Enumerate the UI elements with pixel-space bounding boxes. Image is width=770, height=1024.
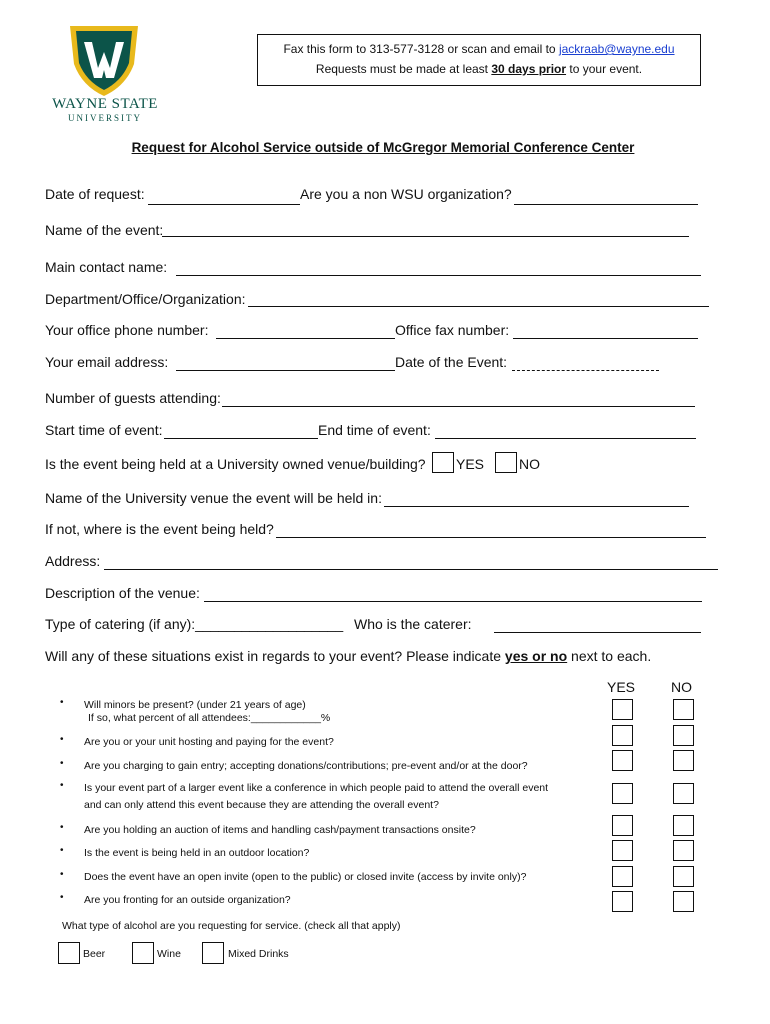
situation-5-yes-checkbox[interactable]	[612, 815, 633, 836]
situation-subtext: If so, what percent of all attendees:____________%	[88, 712, 331, 724]
wsu-logo	[40, 20, 170, 130]
event-name-label: Name of the event:	[45, 222, 164, 238]
situation-6-no-checkbox[interactable]	[673, 840, 694, 861]
end-time-field[interactable]	[435, 438, 696, 439]
address-label: Address:	[45, 553, 101, 569]
notice-box	[257, 34, 701, 86]
guests-label: Number of guests attending:	[45, 390, 221, 406]
fax-field[interactable]	[513, 338, 698, 339]
situations-intro-pre: Will any of these situations exist in regards to your event? Please indicate	[45, 648, 505, 664]
alcohol-wine-label: Wine	[157, 948, 181, 960]
notice-deadline-bold: 30 days prior	[491, 62, 567, 76]
catering-label: Type of catering (if any):___________________	[45, 616, 344, 632]
event-date-field[interactable]	[512, 370, 659, 371]
description-field[interactable]	[204, 601, 702, 602]
bullet: •	[60, 869, 64, 880]
situation-8-yes-checkbox[interactable]	[612, 891, 633, 912]
bullet: •	[60, 892, 64, 903]
notice-deadline-post: to your event.	[566, 62, 643, 76]
start-time-label: Start time of event:	[45, 422, 163, 438]
bullet: •	[60, 822, 64, 833]
non-wsu-label: Are you a non WSU organization?	[300, 186, 512, 202]
alcohol-mixed-checkbox[interactable]	[202, 942, 224, 964]
alcohol-beer-checkbox[interactable]	[58, 942, 80, 964]
dept-label: Department/Office/Organization:	[45, 291, 246, 307]
alcohol-question: What type of alcohol are you requesting for service. (check all that apply)	[62, 920, 401, 932]
venue-name-field[interactable]	[384, 506, 689, 507]
situation-3-yes-checkbox[interactable]	[612, 750, 633, 771]
caterer-field[interactable]	[494, 632, 701, 633]
situation-text: Are you or your unit hosting and paying for the event?	[84, 736, 334, 748]
start-time-field[interactable]	[164, 438, 318, 439]
situation-2-no-checkbox[interactable]	[673, 725, 694, 746]
situation-3-no-checkbox[interactable]	[673, 750, 694, 771]
situation-1-yes-checkbox[interactable]	[612, 699, 633, 720]
situations-intro-bold: yes or no	[504, 648, 568, 664]
form-title: Request for Alcohol Service outside of McGregor Memorial Conference Center	[131, 140, 635, 155]
situation-8-no-checkbox[interactable]	[673, 891, 694, 912]
bullet: •	[60, 734, 64, 745]
phone-label: Your office phone number:	[45, 322, 209, 338]
alcohol-mixed-label: Mixed Drinks	[228, 948, 289, 960]
situation-text: Are you charging to gain entry; accepting donations/contributions; pre-event and/or at the door?	[84, 760, 528, 772]
alcohol-wine-checkbox[interactable]	[132, 942, 154, 964]
situation-text: Will minors be present? (under 21 years of age)	[84, 699, 306, 711]
brand-sub: UNIVERSITY	[68, 113, 142, 123]
univ-owned-yes-checkbox[interactable]	[432, 452, 454, 473]
notice-line-1	[258, 39, 700, 59]
caterer-label: Who is the caterer:	[354, 616, 472, 632]
situation-1-no-checkbox[interactable]	[673, 699, 694, 720]
dept-field[interactable]	[248, 306, 709, 307]
univ-owned-no-label: NO	[519, 456, 540, 472]
main-contact-label: Main contact name:	[45, 259, 168, 275]
main-contact-field[interactable]	[176, 275, 701, 276]
notice-fax-text: Fax this form to 313-577-3128 or scan and email to	[283, 42, 559, 56]
email-field[interactable]	[176, 370, 395, 371]
no-column-header: NO	[671, 679, 692, 695]
bullet: •	[60, 697, 64, 708]
description-label: Description of the venue:	[45, 585, 200, 601]
univ-owned-yes-label: YES	[456, 456, 485, 472]
date-request-label: Date of request:	[45, 186, 145, 202]
situation-7-yes-checkbox[interactable]	[612, 866, 633, 887]
wsu-shield-icon	[40, 20, 170, 100]
situation-text: Are you holding an auction of items and handling cash/payment transactions onsite?	[84, 824, 476, 836]
end-time-label: End time of event:	[318, 422, 431, 438]
situation-7-no-checkbox[interactable]	[673, 866, 694, 887]
non-wsu-field[interactable]	[514, 204, 698, 205]
univ-owned-no-checkbox[interactable]	[495, 452, 517, 473]
notice-deadline-pre: Requests must be made at least	[315, 62, 492, 76]
phone-field[interactable]	[216, 338, 395, 339]
situation-subtext: and can only attend this event because they are attending the overall event?	[84, 799, 439, 811]
event-name-field[interactable]	[162, 236, 689, 237]
fax-label: Office fax number:	[395, 322, 510, 338]
brand-name: WAYNE STATE	[52, 96, 158, 112]
situation-text: Are you fronting for an outside organization?	[84, 894, 291, 906]
email-link[interactable]: jackraab@wayne.edu	[558, 42, 675, 56]
situation-text: Does the event have an open invite (open to the public) or closed invite (access by invite only)?	[84, 871, 527, 883]
notice-line-2	[258, 59, 700, 79]
bullet: •	[60, 845, 64, 856]
if-not-field[interactable]	[276, 537, 706, 538]
date-request-field[interactable]	[148, 204, 300, 205]
situation-4-no-checkbox[interactable]	[673, 783, 694, 804]
alcohol-beer-label: Beer	[83, 948, 106, 960]
bullet: •	[60, 780, 64, 791]
situation-5-no-checkbox[interactable]	[673, 815, 694, 836]
univ-owned-label: Is the event being held at a University owned venue/building?	[45, 456, 426, 472]
bullet: •	[60, 758, 64, 769]
yes-column-header: YES	[607, 679, 636, 695]
situation-2-yes-checkbox[interactable]	[612, 725, 633, 746]
venue-name-label: Name of the University venue the event will be held in:	[45, 490, 382, 506]
situations-intro-post: next to each.	[567, 648, 652, 664]
guests-field[interactable]	[222, 406, 695, 407]
situation-text: Is your event part of a larger event like a conference in which people paid to attend the overall event	[84, 782, 549, 794]
situation-text: Is the event is being held in an outdoor location?	[84, 847, 310, 859]
email-label: Your email address:	[45, 354, 169, 370]
situation-4-yes-checkbox[interactable]	[612, 783, 633, 804]
address-field[interactable]	[104, 569, 718, 570]
situation-6-yes-checkbox[interactable]	[612, 840, 633, 861]
if-not-label: If not, where is the event being held?	[45, 521, 274, 537]
situations-intro	[45, 648, 651, 664]
event-date-label: Date of the Event:	[395, 354, 508, 370]
